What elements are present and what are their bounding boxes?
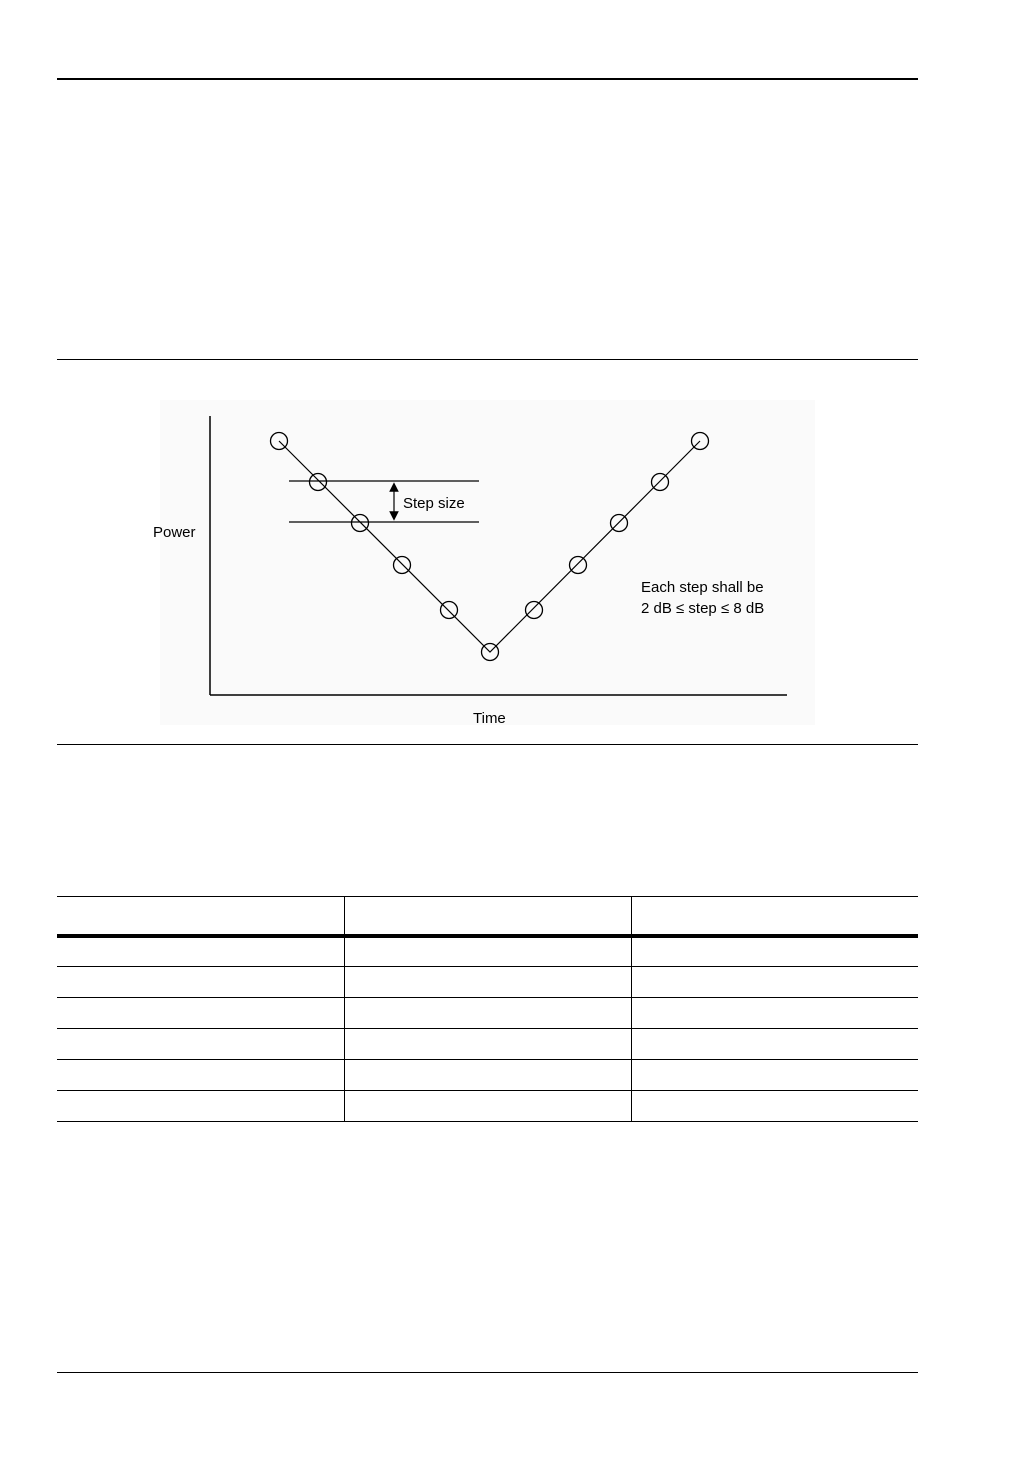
table-cell: [344, 936, 631, 967]
table-cell: [57, 936, 344, 967]
step-note: [641, 577, 764, 619]
table-cell: [344, 1029, 631, 1060]
table-row: [57, 1091, 918, 1122]
table-cell: [57, 1029, 344, 1060]
table-header-cell: [344, 897, 631, 936]
figure-background: [160, 400, 815, 725]
table-cell: [344, 967, 631, 998]
data-table: [57, 896, 918, 1122]
step-note-line2: 2 dB ≤ step ≤ 8 dB: [641, 600, 765, 617]
power-axis-label: Power: [153, 524, 196, 541]
table-row: [57, 1029, 918, 1060]
footer-rule: [57, 1372, 918, 1373]
table-cell: [631, 1060, 918, 1091]
step-size-label: Step size: [403, 495, 465, 512]
table-cell: [631, 1029, 918, 1060]
table-cell: [57, 1091, 344, 1122]
table-header-cell: [631, 897, 918, 936]
table-cell: [344, 1091, 631, 1122]
figure-drawing: [150, 398, 820, 728]
header-rule: [57, 78, 918, 80]
table-cell: [344, 998, 631, 1029]
table-row: [57, 967, 918, 998]
table-cell: [57, 998, 344, 1029]
table-row: [57, 998, 918, 1029]
table-row: [57, 936, 918, 967]
table-header-cell: [57, 897, 344, 936]
time-axis-label: Time: [473, 710, 506, 727]
figure-top-rule: [57, 359, 918, 360]
power-step-figure: [150, 398, 820, 728]
figure-bottom-rule: [57, 744, 918, 745]
table-cell: [631, 1091, 918, 1122]
table-cell: [57, 967, 344, 998]
table-cell: [631, 936, 918, 967]
table-cell: [631, 967, 918, 998]
step-note-line1: Each step shall be: [641, 579, 764, 596]
table-row: [57, 1060, 918, 1091]
table-header-row: [57, 897, 918, 936]
table-cell: [631, 998, 918, 1029]
table-cell: [57, 1060, 344, 1091]
table-cell: [344, 1060, 631, 1091]
